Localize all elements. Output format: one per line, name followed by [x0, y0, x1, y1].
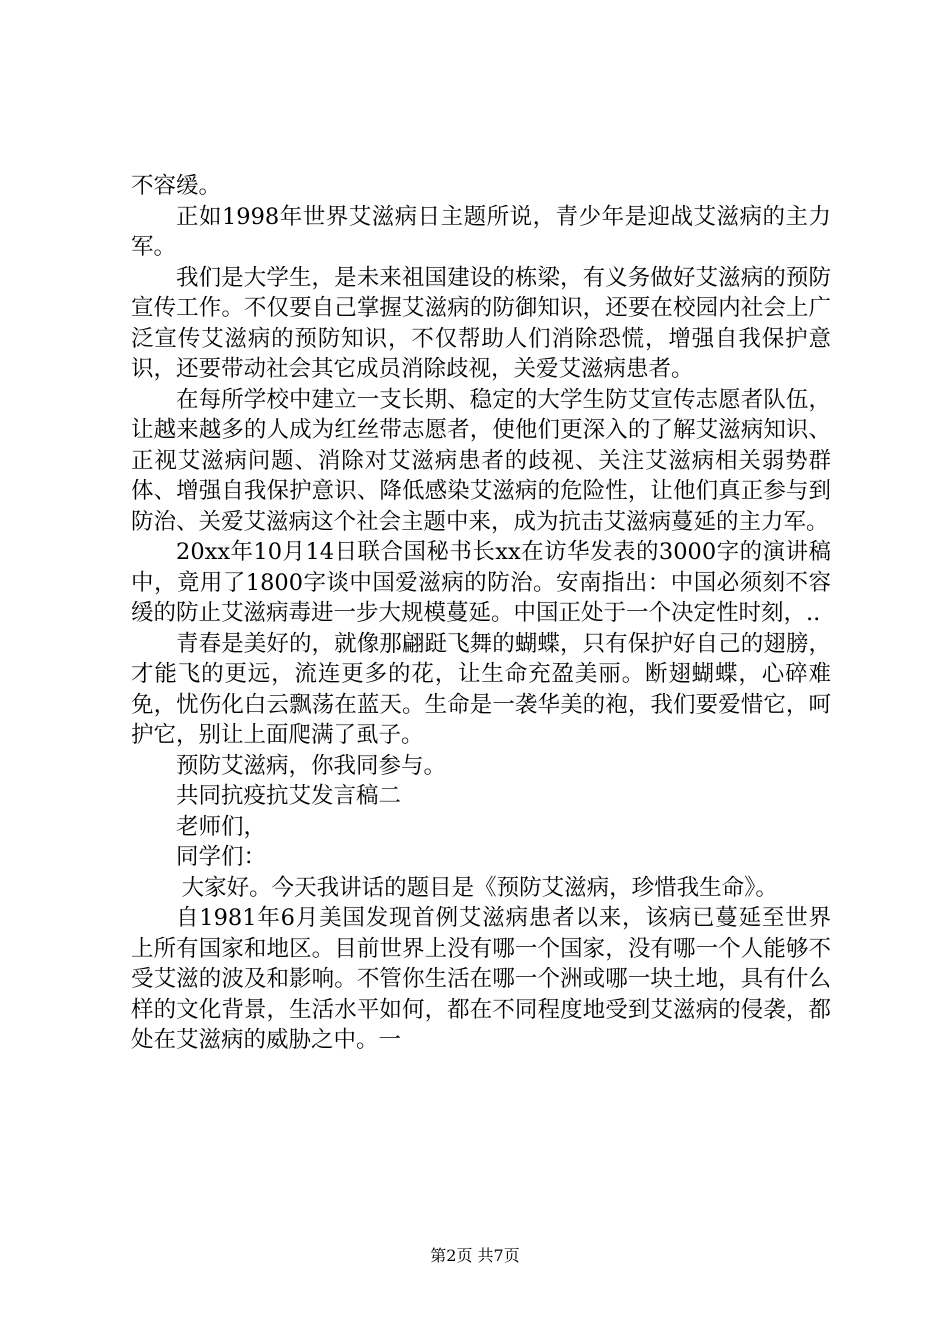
salutation-teachers: 老师们，: [176, 813, 267, 840]
salutation-students: 同学们：: [176, 844, 267, 870]
paragraph-continuation: 不容缓。: [131, 173, 222, 199]
paragraph-greeting: 大家好。今天我讲话的题目是《预防艾滋病，珍惜我生命》。: [181, 874, 778, 901]
paragraph-slogan: 预防艾滋病，你我同参与。: [176, 752, 447, 779]
paragraph-1998-theme: 正如1998年世界艾滋病日主题所说，青少年是迎战艾滋病的主力军。: [131, 203, 831, 260]
paragraph-1981-history: 自1981年6月美国发现首例艾滋病患者以来，该病已蔓延至世界上所有国家和地区。目前世界上没有哪一个国家，没有哪一个人能够不受艾滋的波及和影响。不管你生活在哪一个洲或哪一块土地，具有什么样的文化背景，生活水平如何，都在不同程度地受到艾滋病的侵袭，都处在艾滋病的威胁之中。一: [131, 905, 831, 1053]
paragraph-youth-butterfly: 青春是美好的，就像那翩跹飞舞的蝴蝶，只有保护好自己的翅膀，才能飞的更远，流连更多的花，让生命充盈美丽。断翅蝴蝶，心碎难免，忧伤化白云飘荡在蓝天。生命是一袭华美的袍，我们要爱惜它，呵护它，别让上面爬满了虱子。: [131, 630, 831, 748]
section-heading: 共同抗疫抗艾发言稿二: [176, 783, 402, 809]
document-body: [131, 171, 831, 1056]
page-number-footer: 第2页 共7页: [430, 1246, 520, 1265]
paragraph-un-speech: 20xx年10月14日联合国秘书长xx在访华发表的3000字的演讲稿中，竟用了1800字谈中国爱滋病的防治。安南指出：中国必须刻不容缓的防止艾滋病毒进一步大规模蔓延。中国正处于一个决定性时刻，..: [131, 539, 831, 626]
paragraph-volunteer-team: 在每所学校中建立一支长期、稳定的大学生防艾宣传志愿者队伍，让越来越多的人成为红丝带志愿者，使他们更深入的了解艾滋病知识、正视艾滋病问题、消除对艾滋病患者的歧视、关注艾滋病相关弱势群体、增强自我保护意识、降低感染艾滋病的危险性，让他们真正参与到防治、关爱艾滋病这个社会主题中来，成为抗击艾滋病蔓延的主力军。: [131, 386, 831, 535]
paragraph-students-duty: 我们是大学生，是未来祖国建设的栋梁，有义务做好艾滋病的预防宣传工作。不仅要自己掌握艾滋病的防御知识，还要在校园内社会上广泛宣传艾滋病的预防知识，不仅帮助人们消除恐慌，增强自我保护意识，还要带动社会其它成员消除歧视，关爱艾滋病患者。: [131, 264, 831, 382]
